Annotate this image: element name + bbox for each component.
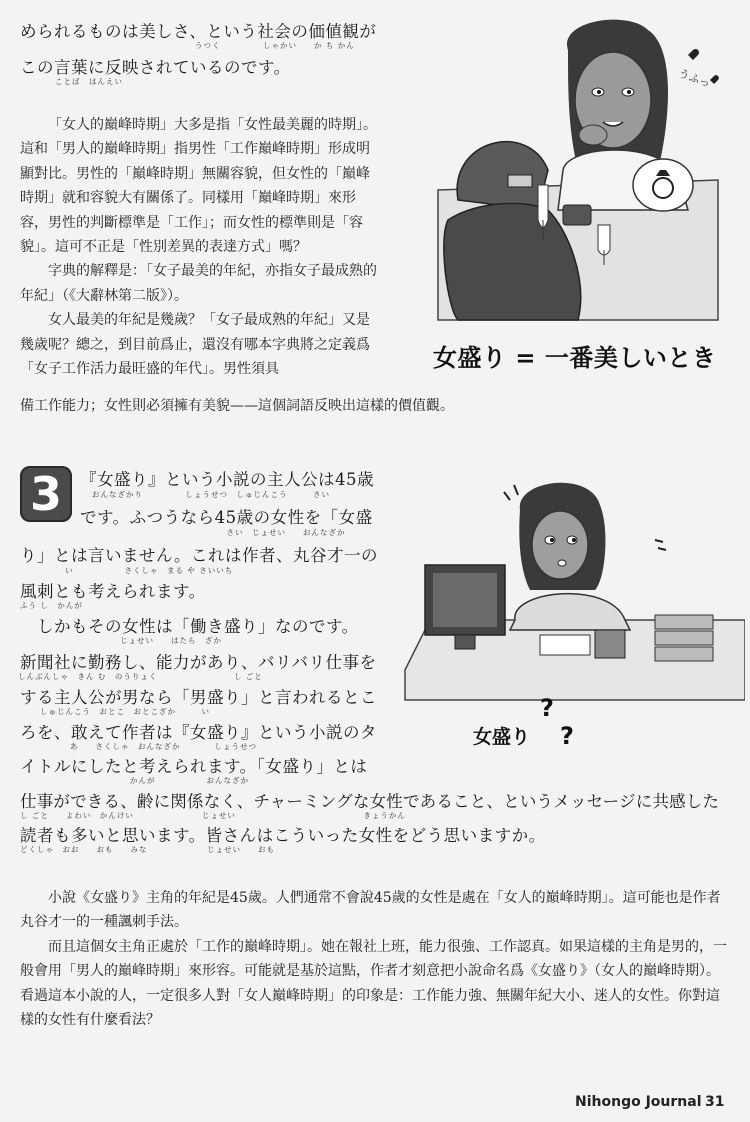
illus2-question-mark-1: ? xyxy=(540,694,554,722)
zh1-paragraph-1: 「女人的巔峰時期」大多是指「女性最美麗的時期」。這和「男人的巔峰時期」指男性「工作巔峰時期」形成明顯對比。男性的「巔峰時期」無關容貌，但女性的「巔峰時期」就和容貌大有關係了。同樣用「巔峰時期」來形容，男性的判斷標準是「工作」；而女性的標準則是「容貌」。這可不正是「性別差異的表達方式」嗎？ xyxy=(20,117,377,256)
s3-line-5: しかもその女性は「働き盛り」なのです。 xyxy=(20,617,359,636)
s3-ruby-9: かんが おんなざか xyxy=(130,776,249,785)
jp-top-ruby-1: うつく しゃかい か ち かん xyxy=(195,41,355,50)
s3-ruby-6: しんぶんしゃ きん む のうりょく し ごと xyxy=(18,672,263,681)
footer-page-number: 31 xyxy=(705,1094,725,1110)
illus1-sfx: うふっ xyxy=(676,66,713,91)
s3-line-3: り」とは言いません。これは作者、丸谷才一の xyxy=(20,546,378,565)
zh1-paragraph-2: 字典的解釋是：「女子最美的年紀，亦指女子最成熟的年紀」（《大辭林第二版》）。 xyxy=(20,263,377,304)
s3-line-4: 風刺とも考えられます。 xyxy=(20,582,206,601)
illus2-caption: 女盛り xyxy=(473,726,531,748)
illus1-caption: 女盛り = 一番美しいとき xyxy=(433,344,717,372)
illustration-woman-at-desk xyxy=(400,470,745,715)
section-number-badge: 3 xyxy=(20,466,72,522)
s3-ruby-10: し ごと よわい かんけい じょせい きょうかん xyxy=(20,811,406,820)
s3-line-10: 仕事ができる、齢に関係なく、チャーミングな女性であること、というメッセージに共感した xyxy=(20,792,720,811)
s3-ruby-8: あ さくしゃ おんなざか しょうせつ xyxy=(70,742,257,751)
s3-line-1: 『女盛り』という小説の主人公は45歳 xyxy=(80,470,374,489)
jp-top-ruby-2: ことば はんえい xyxy=(55,77,123,86)
s3-line-8: ろを、敢えて作者は『女盛り』という小説のタ xyxy=(20,723,377,742)
zh1-paragraph-3: 女人最美的年紀是幾歲？「女子最成熟的年紀」又是幾歲呢？總之，到目前爲止，還沒有哪本字典將之定義爲「女子工作活力最旺盛的年代」。男性須具 xyxy=(20,312,370,378)
zh-block-1 xyxy=(20,113,382,381)
s3-ruby-1: おんなざかり しょうせつ しゅじんこう さい xyxy=(92,490,330,499)
illus2-question-mark-2: ? xyxy=(560,722,574,750)
s3-line-7: する主人公が男なら「男盛り」と言われるとこ xyxy=(20,688,377,707)
s3-ruby-5: じょせい はたら ざか xyxy=(120,636,222,645)
jp-top-line-2: この言葉に反映されているのです。 xyxy=(20,58,291,77)
s3-ruby-7: しゅじんこう おとこ おとこざか い xyxy=(40,707,210,716)
zh1-paragraph-3-end: 備工作能力；女性則必須擁有美貌——這個詞語反映出這樣的價值觀。 xyxy=(20,398,454,414)
illustration-couple-dining xyxy=(418,10,738,330)
s3-line-6: 新聞社に勤務し、能力があり、バリバリ仕事を xyxy=(20,653,377,672)
s3-ruby-11: どくしゃ おお おも みな じょせい おも xyxy=(20,845,275,854)
footer-journal-title: Nihongo Journal xyxy=(575,1094,702,1110)
s3-line-2: です。ふつうなら45歳の女性を「女盛 xyxy=(80,508,373,527)
zh2-paragraph-2: 而且這個女主角正處於「工作的巔峰時期」。她在報社上班，能力很強、工作認真。如果這樣的主角是男的，一般會用「男人的巔峰時期」來形容。可能就是基於這點，作者才刻意把小說命名爲《女盛り》（女人的巔峰時期）。看過這本小說的人，一定很多人對「女人巔峰時期」的印象是：工作能力強、無關年紀大小、迷人的女性。你對這樣的女性有什麼看法？ xyxy=(20,938,727,1029)
zh2-paragraph-1: 小說《女盛り》主角的年紀是45歲。人們通常不會說45歲的女性是處在「女人的巔峰時期」。這可能也是作者丸谷才一的一種諷刺手法。 xyxy=(20,890,721,931)
s3-ruby-3: い さくしゃ まる や さいいち xyxy=(65,566,234,575)
s3-line-9: イトルにしたと考えられます。「女盛り」とは xyxy=(20,757,368,776)
s3-ruby-2: さい じょせい おんなざか xyxy=(150,528,346,537)
jp-top-line-1: められるものは美しさ、という社会の価値観が xyxy=(20,22,377,41)
zh-block-2 xyxy=(20,886,730,1032)
s3-line-11: 読者も多いと思います。皆さんはこういった女性をどう思いますか。 xyxy=(20,826,546,845)
s3-ruby-4: ふう し かんが xyxy=(20,601,83,610)
